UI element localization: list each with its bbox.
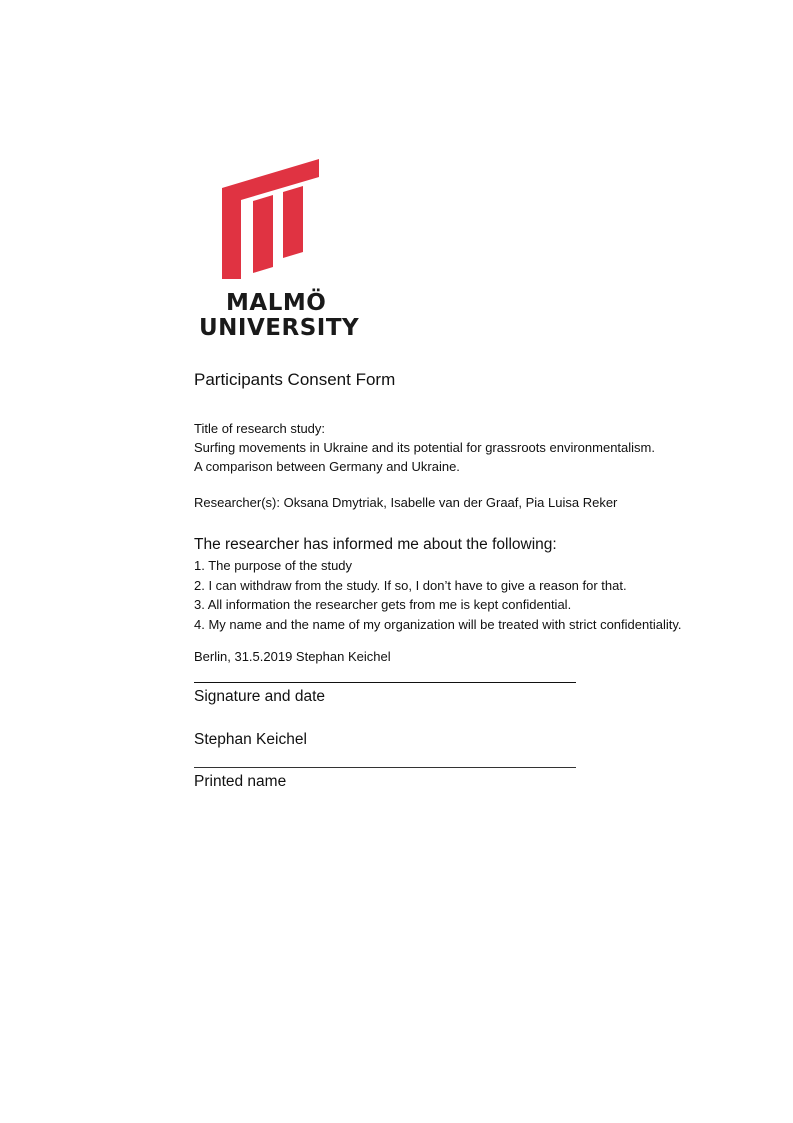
university-logo-mark [199,155,324,285]
wordmark-line-2: UNIVERSITY [199,315,360,341]
printed-name-line [194,767,576,768]
signature-field-value: Berlin, 31.5.2019 Stephan Keichel [194,649,391,664]
informed-heading: The researcher has informed me about the following: [194,536,557,553]
researchers-line: Researcher(s): Oksana Dmytriak, Isabelle van der Graaf, Pia Luisa Reker [194,495,618,510]
printed-name-value: Stephan Keichel [194,731,307,748]
study-title-label: Title of research study: [194,421,326,436]
logo-middle-bar [253,195,273,273]
list-item: 1. The purpose of the study [194,558,353,573]
signature-caption: Signature and date [194,688,325,705]
university-logo-icon [199,155,324,285]
informed-list [194,556,682,634]
study-title-line-1: Surfing movements in Ukraine and its potential for grassroots environmentalism. [194,440,655,455]
list-item: 3. All information the researcher gets from me is kept confidential. [194,597,572,612]
page-title: Participants Consent Form [194,370,396,389]
study-title-block [194,419,655,476]
study-title-line-2: A comparison between Germany and Ukraine. [194,459,460,474]
wordmark-line-1: MALMÖ [226,290,327,316]
logo-right-bar [283,186,303,258]
university-wordmark [199,291,359,341]
list-item: 4. My name and the name of my organization will be treated with strict confidentiality. [194,616,682,632]
signature-line [194,682,576,683]
list-item: 2. I can withdraw from the study. If so, I don’t have to give a reason for that. [194,577,627,593]
printed-name-caption: Printed name [194,773,287,790]
